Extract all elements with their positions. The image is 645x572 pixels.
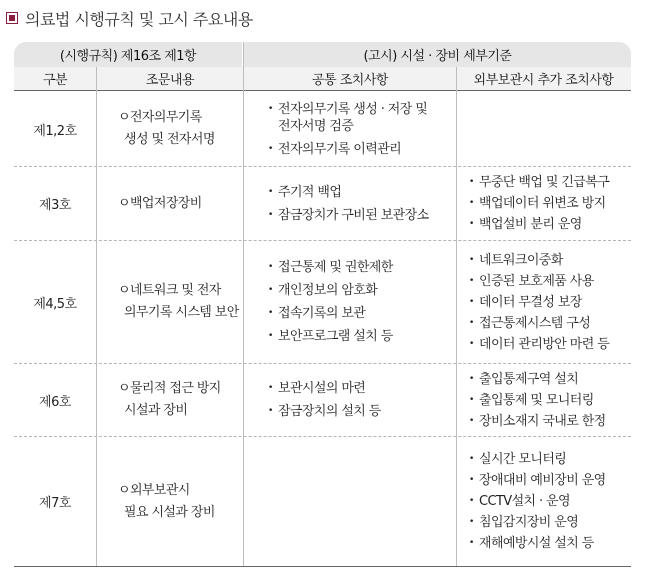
list-item: • 잠금장치가 구비된 보관장소	[268, 207, 429, 223]
list-item: • 접근통제시스템 구성	[469, 315, 591, 331]
list-item: • 보관시설의 마련	[268, 381, 366, 396]
extra-measures-list	[469, 167, 629, 240]
extra-measures-list	[469, 364, 629, 436]
clause-line: ㅇ외부보관시	[118, 482, 190, 498]
header-gubun: 구분	[14, 67, 96, 91]
clause-line: 의무기록 시스템 보안	[124, 305, 239, 320]
square-bullet-icon	[6, 12, 18, 24]
row-label: 제6호	[39, 394, 71, 410]
list-item: • 잠금장치의 설치 등	[268, 404, 381, 419]
list-item: • 접속기록의 보관	[268, 306, 366, 321]
list-item: • 데이터 관리방안 마련 등	[469, 336, 610, 352]
header-clause: 조문내용	[96, 67, 244, 91]
row-label: 제4,5호	[33, 296, 77, 312]
list-item: • 백업데이터 위변조 방지	[469, 196, 606, 211]
list-item: • 주기적 백업	[268, 184, 342, 200]
extra-measures-list	[469, 241, 629, 363]
list-item: • 재해예방시설 설치 등	[469, 536, 594, 551]
common-measures-list	[268, 92, 458, 166]
list-item: • 데이터 무결성 보장	[469, 294, 582, 310]
row-clause	[118, 167, 242, 240]
list-item: • 장비소재지 국내로 한정	[469, 413, 606, 429]
list-item: • 보안프로그램 설치 등	[268, 329, 393, 344]
clause-line: ㅇ네트워크 및 전자	[118, 283, 221, 298]
row-label: 제3호	[39, 198, 71, 213]
common-measures-list	[268, 241, 458, 363]
row-label: 제1,2호	[33, 123, 77, 139]
header-extra-measures: 외부보관시 추가 조치사항	[456, 67, 631, 91]
list-item: • 침입감지장비 운영	[469, 515, 579, 530]
clause-line: 생성 및 전자서명	[124, 132, 215, 147]
row-clause	[118, 364, 242, 436]
list-item: • 출입통제구역 설치	[469, 371, 579, 387]
common-measures-list	[268, 364, 458, 436]
clause-line: ㅇ전자의무기록	[118, 110, 202, 125]
clause-line: 필요 시설과 장비	[124, 504, 215, 520]
row-clause	[118, 437, 242, 566]
header-enforcement-rule: (시행규칙) 제16조 제1항	[14, 42, 242, 67]
clause-line: ㅇ물리적 접근 방지	[118, 381, 221, 396]
row-clause	[118, 241, 248, 363]
list-item: • 장애대비 예비장비 운영	[469, 473, 606, 488]
list-item: • 백업설비 분리 운영	[469, 217, 582, 232]
list-item: • 실시간 모니터링	[469, 452, 567, 467]
list-item: • 인증된 보호제품 사용	[469, 273, 594, 289]
list-item: • 네트워크이중화	[469, 252, 563, 268]
list-item: • 접근통제 및 권한제한	[268, 260, 393, 275]
page-title: 의료법 시행규칙 및 고시 주요내용	[25, 9, 253, 29]
clause-line: 시설과 장비	[124, 403, 188, 418]
header-notice-standard: (고시) 시설 · 장비 세부기준	[244, 42, 631, 67]
page-title-bar	[6, 4, 253, 32]
row-label: 제7호	[39, 496, 71, 511]
common-measures-list	[268, 167, 458, 240]
list-item: • CCTV설치 · 운영	[469, 494, 571, 509]
table-bottom-border	[14, 566, 631, 567]
list-item: • 개인정보의 암호화	[268, 283, 378, 298]
header-common-measures: 공통 조치사항	[244, 67, 456, 91]
list-item: • 무중단 백업 및 긴급복구	[469, 175, 610, 190]
clause-line: ㅇ백업저장장비	[118, 195, 202, 211]
extra-measures-list	[469, 437, 629, 566]
list-item: • 출입통제 및 모니터링	[469, 392, 594, 408]
row-clause	[118, 92, 242, 166]
list-item: • 전자의무기록 이력관리	[268, 141, 402, 157]
column-divider	[96, 67, 97, 566]
list-item: • 전자의무기록 생성 · 저장 및 전자서명 검증	[268, 101, 428, 134]
